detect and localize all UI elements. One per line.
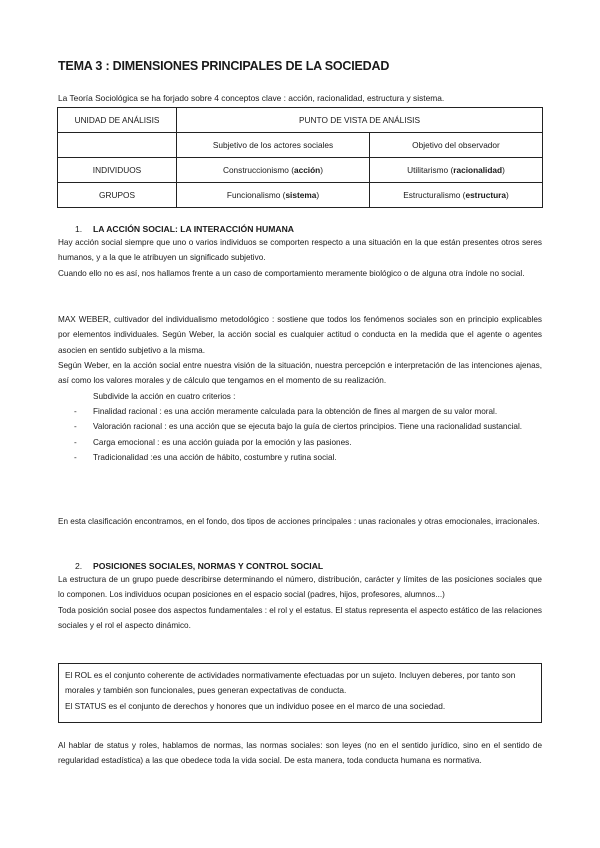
status-definition: El STATUS es el conjunto de derechos y honores que un individuo posee en el marco de una sociedad. bbox=[65, 700, 446, 711]
analysis-units-table bbox=[57, 107, 543, 208]
table-row bbox=[58, 158, 543, 183]
section-number: 2. bbox=[75, 561, 83, 571]
paragraph: Toda posición social posee dos aspectos fundamentales : el rol y el estatus. El status representa el aspecto estático de las relaciones sociales y el rol el aspecto dinámico. bbox=[58, 605, 542, 630]
paragraph: Según Weber, en la acción social entre nuestra visión de la situación, nuestra percepción e interpretación de las intenciones ajenas, así como los valores morales y de cálculo que tengamos en el momento de su realización. bbox=[58, 360, 542, 386]
table-header-unit: UNIDAD DE ANÁLISIS bbox=[58, 108, 177, 133]
table-header-view: PUNTO DE VISTA DE ANÁLISIS bbox=[177, 108, 543, 133]
table-row bbox=[58, 183, 543, 208]
table-subheader-objective: Objetivo del observador bbox=[370, 133, 543, 158]
table-cell-subjective: Construccionismo (acción) bbox=[177, 158, 370, 183]
section-2-heading: 2. POSICIONES SOCIALES, NORMAS Y CONTROL SOCIAL bbox=[75, 561, 324, 571]
section-1-heading: 1. LA ACCIÓN SOCIAL: LA INTERACCIÓN HUMANA bbox=[75, 224, 294, 234]
norms-paragraph: Al hablar de status y roles, hablamos de normas, las normas sociales: son leyes (no en el sentido jurídico, sino en el sentido de regularidad estadística) a las que obedece toda la vida social. De esta manera, toda conducta humana es normativa. bbox=[58, 741, 542, 766]
classification-paragraph: En esta clasificación encontramos, en el fondo, dos tipos de acciones principales : unas racionales y otras emocionales, irracionales. bbox=[58, 517, 540, 526]
criteria-intro: Subdivide la acción en cuatro criterios : bbox=[93, 392, 236, 401]
list-item: - Valoración racional : es una acción que se ejecuta bajo la guía de ciertos principios. Tiene una racionalidad sustancial. bbox=[74, 422, 523, 432]
intro-text: La Teoría Sociológica se ha forjado sobre 4 conceptos clave : acción, racionalidad, estructura y sistema. bbox=[58, 93, 445, 103]
paragraph: MAX WEBER, cultivador del individualismo metodológico : sostiene que todos los fenómenos sociales son en principio explicables por elementos individuales. Según Weber, la acción social es cualquier actitud o conducta en la medida que el agente o agentes asocien en sentido subjetivo a la misma. bbox=[58, 315, 542, 355]
section-2-body bbox=[58, 572, 542, 633]
section-number: 1. bbox=[75, 224, 83, 234]
paragraph: La estructura de un grupo puede describirse determinando el número, distribución, carácter y límites de las posiciones sociales que lo componen. Los individuos ocupan posiciones en el espacio social (padres, hijos, profesores, alumnos...) bbox=[58, 575, 542, 600]
table-cell-objective: Utilitarismo (racionalidad) bbox=[370, 158, 543, 183]
list-item: - Tradicionalidad :es una acción de hábito, costumbre y rutina social. bbox=[74, 452, 337, 462]
table-cell-objective: Estructuralismo (estructura) bbox=[370, 183, 543, 208]
list-item: - Finalidad racional : es una acción meramente calculada para la obtención de fines al margen de su valor moral. bbox=[74, 407, 498, 416]
rol-definition: El ROL es el conjunto coherente de actividades normativamente efectuadas por un sujeto. Incluyen deberes, por tanto son morales y también son funcionales, pues generan expectativas de conducta. bbox=[65, 670, 516, 696]
table-cell-unit: INDIVIDUOS bbox=[58, 158, 177, 183]
table-cell-subjective: Funcionalismo (sistema) bbox=[177, 183, 370, 208]
paragraph: Hay acción social siempre que uno o varios individuos se comporten respecto a una situación en la que están presentes otros seres humanos, y a la que le atribuyen un significado subjetivo. bbox=[58, 238, 542, 263]
page-title: TEMA 3 : DIMENSIONES PRINCIPALES DE LA SOCIEDAD bbox=[58, 59, 390, 73]
weber-paragraphs bbox=[58, 312, 542, 388]
criteria-list bbox=[74, 404, 542, 465]
table-empty-cell bbox=[58, 133, 177, 158]
table-cell-unit: GRUPOS bbox=[58, 183, 177, 208]
list-item: - Carga emocional : es una acción guiada por la emoción y las pasiones. bbox=[74, 437, 352, 447]
paragraph: Cuando ello no es así, nos hallamos frente a un caso de comportamiento meramente biológico o de alguna otra índole no social. bbox=[58, 268, 525, 278]
definitions-box bbox=[58, 663, 542, 723]
table-subheader-subjective: Subjetivo de los actores sociales bbox=[177, 133, 370, 158]
section-1-body bbox=[58, 235, 542, 281]
